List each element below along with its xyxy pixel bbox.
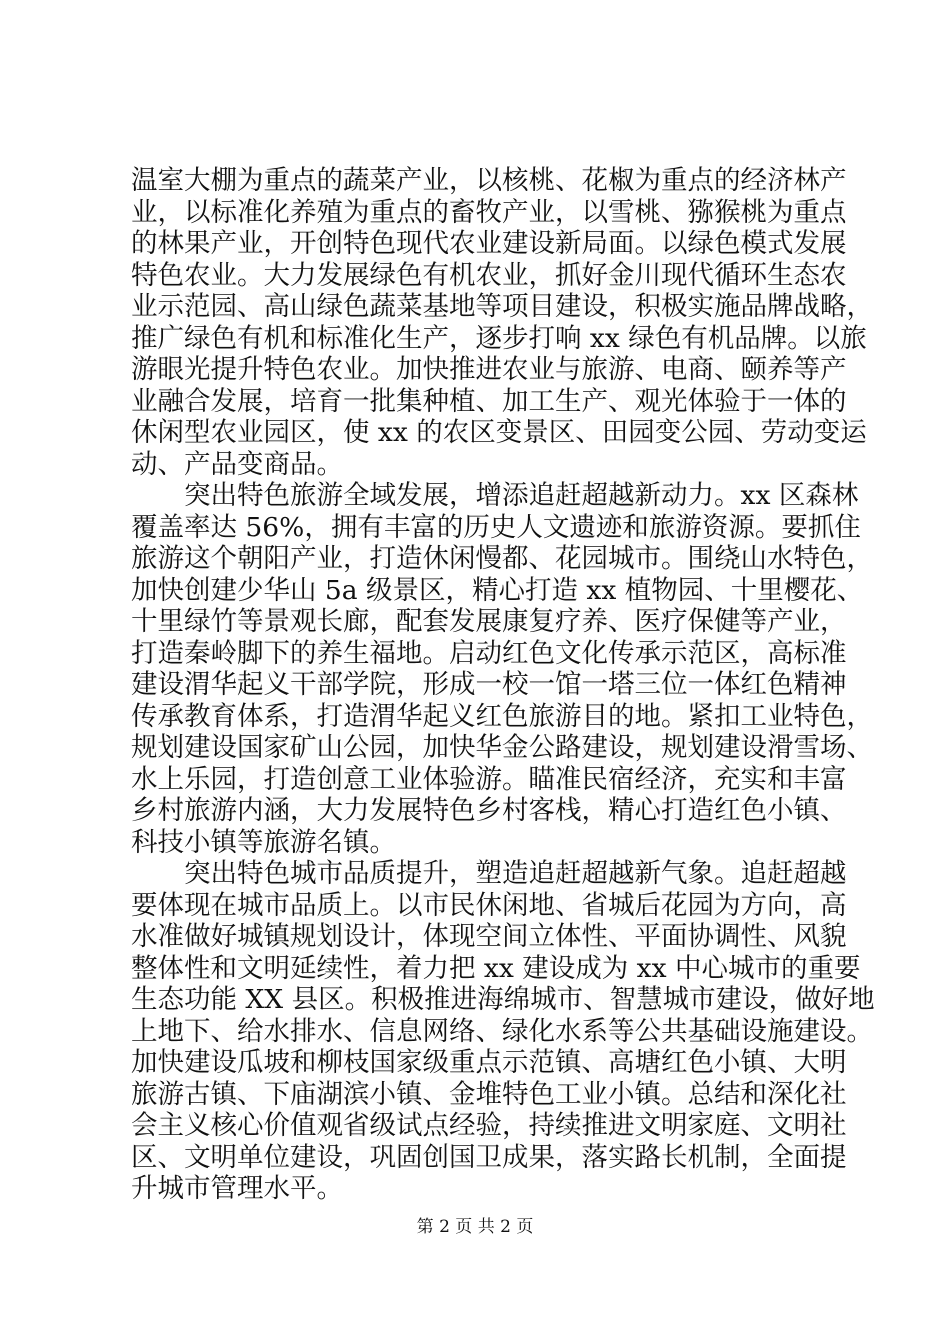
text-line: 升城市管理水平。 xyxy=(131,1173,343,1204)
text-line: 水上乐园，打造创意工业体验游。瞄准民宿经济，充实和丰富 xyxy=(131,763,847,795)
text-line: 业示范园、高山绿色蔬菜基地等项目建设，积极实施品牌战略， xyxy=(131,291,873,322)
text-line: 旅游这个朝阳产业，打造休闲慢都、花园城市。围绕山水特色， xyxy=(131,543,873,574)
text-line: 生态功能 XX 县区。积极推进海绵城市、智慧城市建设，做好地 xyxy=(131,984,875,1015)
text-line: 温室大棚为重点的蔬菜产业，以核桃、花椒为重点的经济林产 xyxy=(131,165,847,196)
text-line: 旅游古镇、下庙湖滨小镇、金堆特色工业小镇。总结和深化社 xyxy=(131,1078,847,1110)
text-line: 推广绿色有机和标准化生产，逐步打响 xx 绿色有机品牌。以旅 xyxy=(131,322,867,354)
text-line: 游眼光提升特色农业。加快推进农业与旅游、电商、颐养等产 xyxy=(131,354,847,385)
text-line: 建设渭华起义干部学院，形成一校一馆一塔三位一体红色精神 xyxy=(131,669,847,700)
text-line: 打造秦岭脚下的养生福地。启动红色文化传承示范区，高标准 xyxy=(131,637,847,669)
text-line: 传承教育体系，打造渭华起义红色旅游目的地。紧扣工业特色， xyxy=(131,700,873,732)
page-footer: 第 2 页 共 2 页 xyxy=(416,1217,534,1237)
text-line: 突出特色城市品质提升，塑造追赶超越新气象。追赶超越 xyxy=(184,858,847,889)
paragraph xyxy=(131,858,875,1205)
paragraph xyxy=(131,480,873,858)
text-line: 突出特色旅游全域发展，增添追赶超越新动力。xx 区森林 xyxy=(184,480,859,511)
text-line: 覆盖率达 56%，拥有丰富的历史人文遗迹和旅游资源。要抓住 xyxy=(131,511,861,543)
text-line: 上地下、给水排水、信息网络、绿化水系等公共基础设施建设。 xyxy=(131,1015,873,1047)
text-line: 会主义核心价值观省级试点经验，持续推进文明家庭、文明社 xyxy=(131,1110,847,1141)
text-line: 加快创建少华山 5a 级景区，精心打造 xx 植物园、十里樱花、 xyxy=(131,574,864,606)
text-line: 区、文明单位建设，巩固创国卫成果，落实路长机制，全面提 xyxy=(131,1141,847,1173)
text-line: 水准做好城镇规划设计，体现空间立体性、平面协调性、风貌 xyxy=(131,921,847,952)
text-line: 整体性和文明延续性，着力把 xx 建设成为 xx 中心城市的重要 xyxy=(131,952,861,984)
text-line: 业融合发展，培育一批集种植、加工生产、观光体验于一体的 xyxy=(131,385,847,417)
text-line: 加快建设瓜坡和柳枝国家级重点示范镇、高塘红色小镇、大明 xyxy=(131,1047,847,1078)
text-line: 特色农业。大力发展绿色有机农业，抓好金川现代循环生态农 xyxy=(131,259,847,291)
paragraph xyxy=(131,165,873,480)
text-line: 休闲型农业园区，使 xx 的农区变景区、田园变公园、劳动变运 xyxy=(131,417,867,448)
text-line: 规划建设国家矿山公园，加快华金公路建设，规划建设滑雪场、 xyxy=(131,732,873,763)
document-body xyxy=(131,165,875,1205)
text-line: 动、产品变商品。 xyxy=(131,448,343,480)
text-line: 要体现在城市品质上。以市民休闲地、省城后花园为方向，高 xyxy=(131,889,847,921)
text-line: 十里绿竹等景观长廊，配套发展康复疗养、医疗保健等产业， xyxy=(131,606,847,637)
text-line: 科技小镇等旅游名镇。 xyxy=(131,826,396,858)
text-line: 的林果产业，开创特色现代农业建设新局面。以绿色模式发展 xyxy=(131,228,847,259)
text-line: 乡村旅游内涵，大力发展特色乡村客栈，精心打造红色小镇、 xyxy=(131,795,847,826)
text-line: 业，以标准化养殖为重点的畜牧产业，以雪桃、猕猴桃为重点 xyxy=(131,196,847,228)
